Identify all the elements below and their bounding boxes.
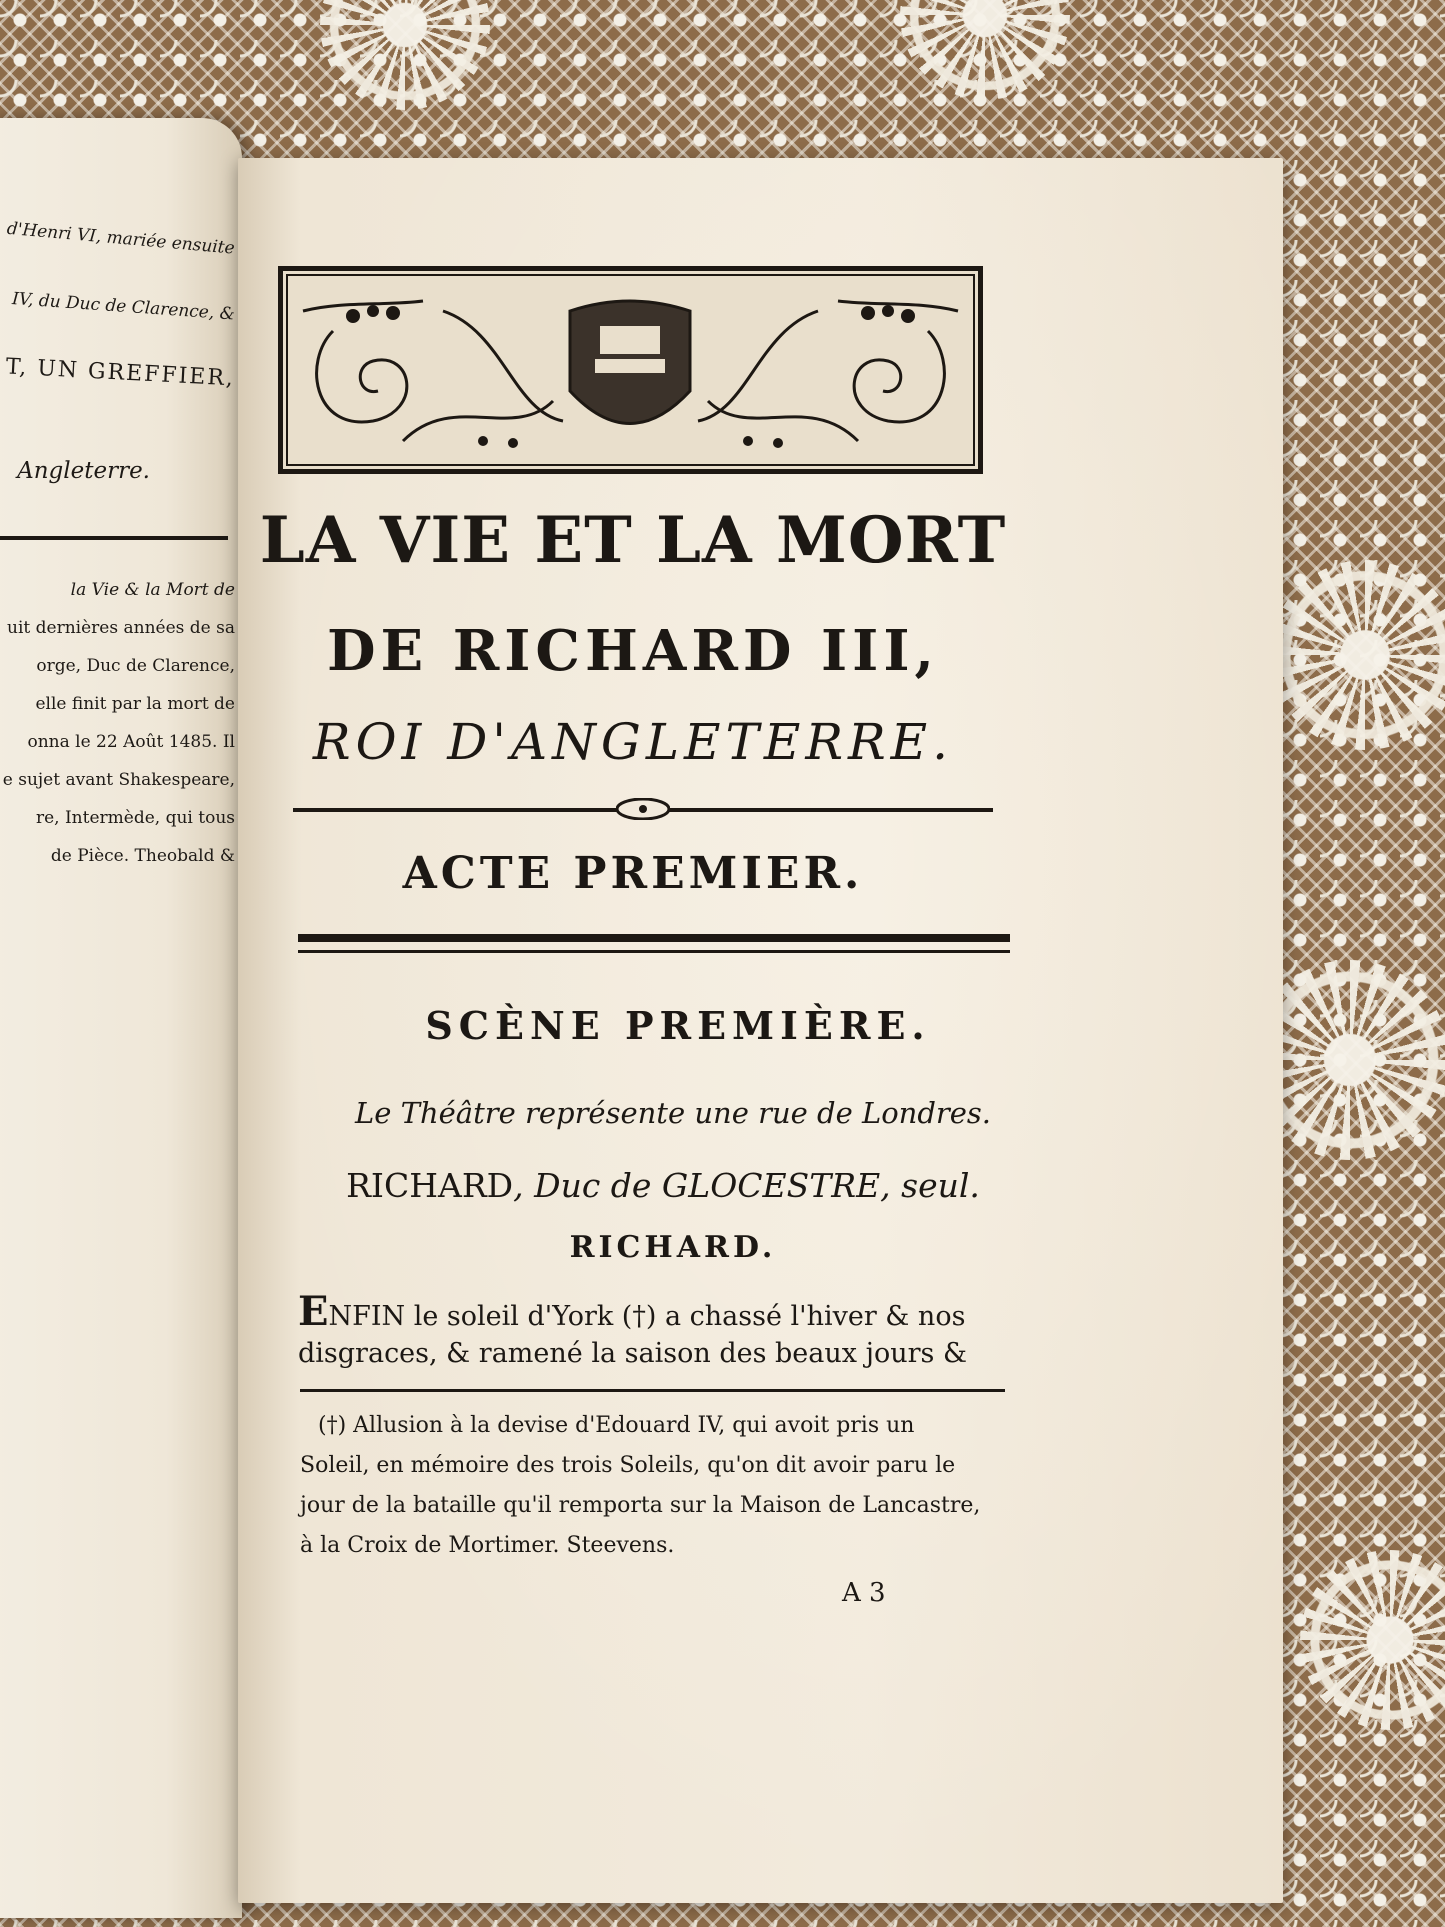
title-line-2: DE RICHARD III, [326, 618, 940, 684]
drop-cap: E [298, 1288, 329, 1335]
left-line: de Pièce. Theobald & [50, 846, 235, 866]
footnote-line: jour de la bataille qu'il remporta sur la Maison de Lancastre, [300, 1493, 981, 1518]
text-line-2: disgraces, & ramené la saison des beaux jours & [298, 1338, 967, 1369]
lace-rosette [1270, 560, 1445, 750]
cast-description: , Duc de GLOCESTRE, seul. [513, 1166, 980, 1205]
title-line-1: LA VIE ET LA MORT [259, 503, 1007, 578]
stage-setting: Le Théâtre représente une rue de Londres. [354, 1096, 992, 1130]
text-line [298, 1288, 965, 1335]
footnote-line: Soleil, en mémoire des trois Soleils, qu'on dit avoir paru le [300, 1453, 956, 1478]
right-book-page [238, 158, 1283, 1903]
left-line: re, Intermède, qui tous [35, 808, 235, 828]
headpiece-ornament-icon [283, 271, 978, 469]
left-line: e sujet avant Shakespeare, [2, 770, 235, 790]
signature-mark: A 3 [842, 1578, 886, 1608]
engraved-headpiece [278, 266, 983, 474]
left-rule [0, 536, 228, 540]
speaker-name: RICHARD. [569, 1230, 777, 1265]
footnote-line: à la Croix de Mortimer. Steevens. [300, 1533, 675, 1558]
title-line-3: ROI D'ANGLETERRE. [312, 713, 954, 771]
cast-name: RICHARD [346, 1166, 514, 1205]
double-rule-thick [298, 934, 1010, 942]
double-rule-thin [298, 950, 1010, 953]
footnote-line: (†) Allusion à la devise d'Edouard IV, qui avoit pris un [318, 1413, 915, 1438]
left-line: orge, Duc de Clarence, [36, 656, 235, 676]
footnote-rule [300, 1389, 1005, 1392]
fleuron-icon [616, 798, 670, 820]
left-line: Angleterre. [17, 458, 150, 484]
left-line: onna le 22 Août 1485. Il [27, 732, 235, 752]
left-book-page [0, 118, 242, 1918]
scene-heading: SCÈNE PREMIÈRE. [425, 1003, 931, 1048]
left-line: la Vie & la Mort de [70, 580, 235, 600]
left-line: uit dernières années de sa [7, 618, 235, 638]
text-line-1: NFIN le soleil d'York (†) a chassé l'hiver & nos [328, 1301, 966, 1332]
cast-line [268, 1166, 1058, 1205]
left-line: elle finit par la mort de [35, 694, 235, 714]
left-line: d'Henri VI, mariée ensuite [6, 218, 236, 259]
left-line: T, UN GREFFIER, [5, 354, 236, 392]
left-line: IV, du Duc de Clarence, & [11, 289, 236, 325]
act-heading: ACTE PREMIER. [402, 848, 864, 899]
